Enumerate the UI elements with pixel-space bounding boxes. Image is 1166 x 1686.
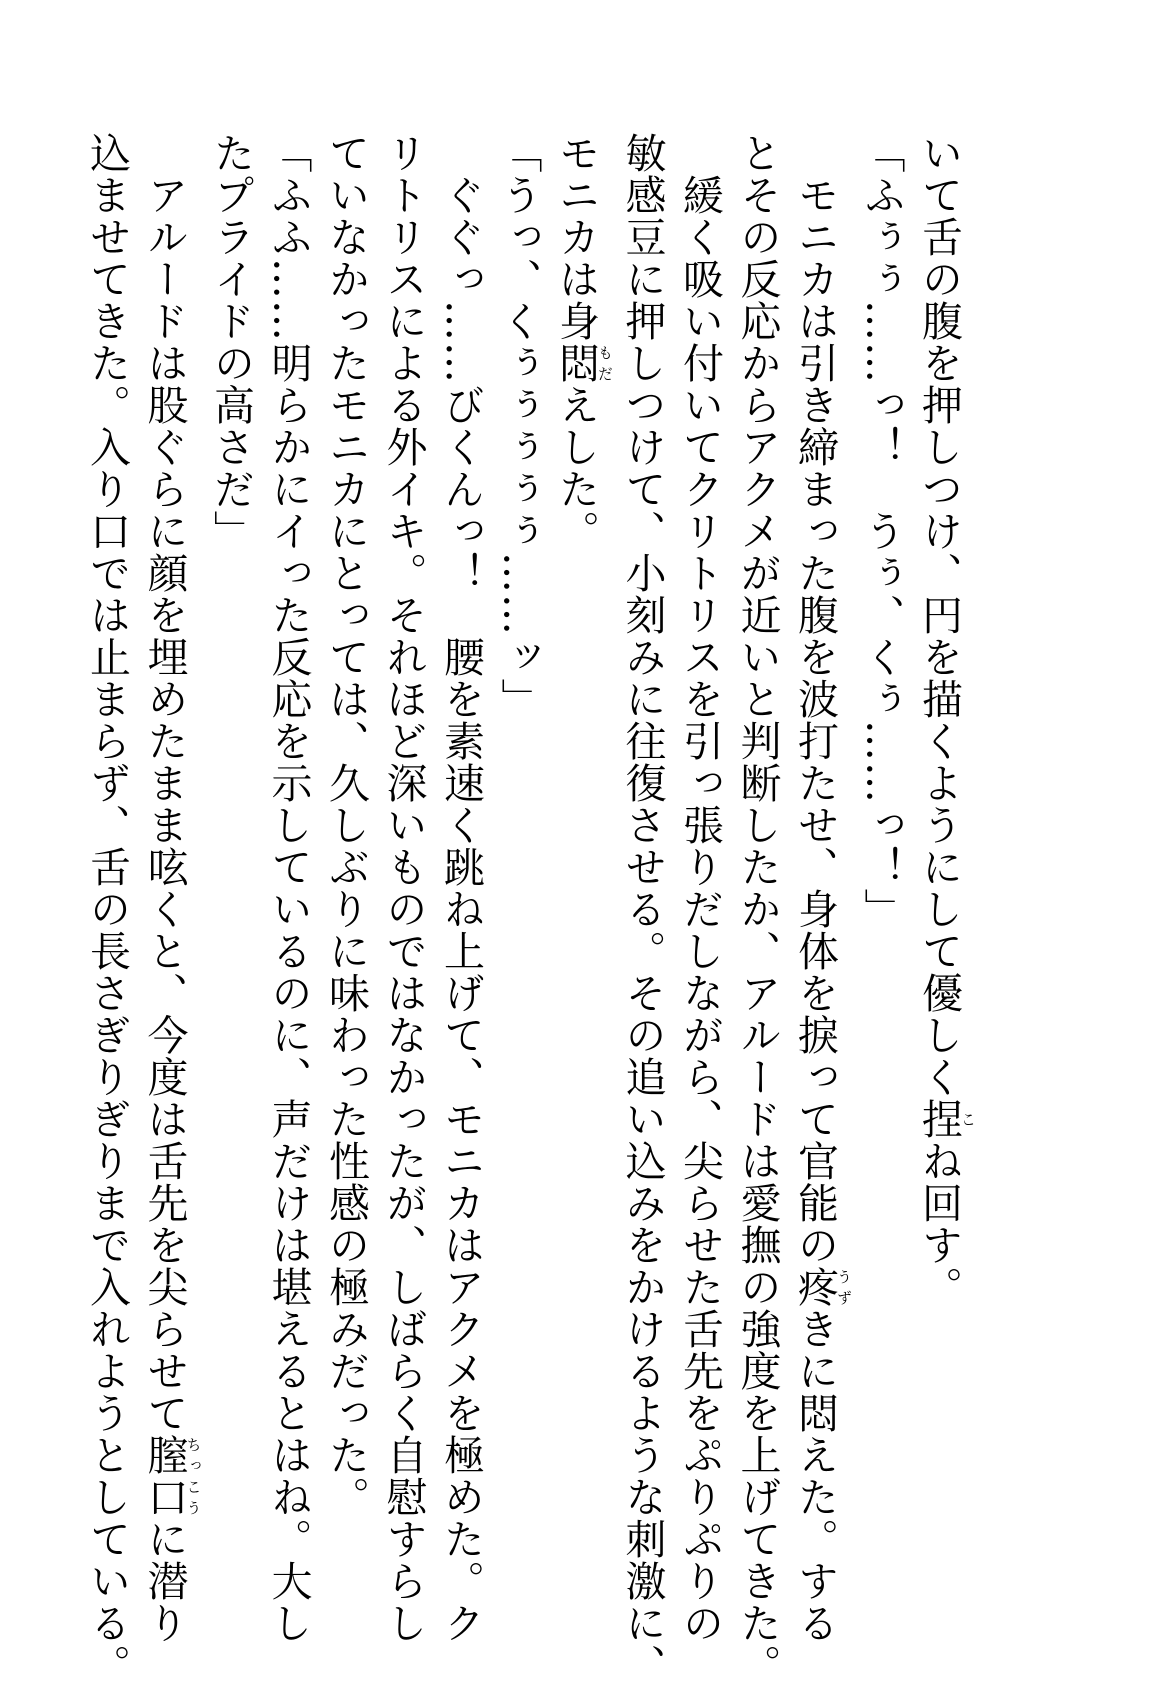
text-line-10: リトリスによる外イキ。それほど深いものではなかったが、しばらく自慰すらし [379,132,428,1644]
text-line-6: 敏感豆に押しつけて、小刻みに往復させる。その追い込みをかけるような刺激に、 [618,132,667,1686]
ruby-moda: 悶もだ [552,342,614,384]
text-line-5: 緩く吸い付いてクリトリスを引っ張りだしながら、尖らせた舌先をぷりぷりの [676,132,724,1644]
text-line-12: 「ふふ……明らかにイった反応を示しているのに、声だけは堪えるとはね。大し [264,132,313,1644]
ruby-uzu: 疼うず [791,1266,853,1308]
text-line-4: とその反応からアクメが近いと判断したか、アルードは愛撫の強度を上げてきた。 [733,132,782,1686]
vertical-text-body [83,132,977,1686]
text-line-1: いて舌の腹を押しつけ、円を描くようにして優しく捏こね回す。 [915,132,977,1308]
ruby-ko: 捏こ [915,1098,977,1140]
text-line-3: モニカは引き締まった腹を波打たせ、身体を捩って官能の疼うずきに悶えた。する [791,132,853,1644]
ruby-chikkou: 膣口ちっこう [140,1434,203,1518]
text-line-2: 「ふぅぅ……っ！ うぅ、くぅ……っ！」 [857,132,906,930]
text-line-15: 込ませてきた。入り口では止まらず、舌の長さぎりぎりまで入れようとしている。 [83,132,131,1686]
text-line-11: ていなかったモニカにとっては、久しぶりに味わった性感の極みだった。 [322,132,370,1518]
text-line-7: モニカは身悶もだえした。 [552,132,614,552]
text-line-13: たプライドの高さだ」 [207,132,255,552]
text-line-8: 「うっ、くぅぅぅぅぅ……ッ」 [494,132,543,720]
text-line-9: ぐぐっ……びくんっ！ 腰を素速く跳ね上げて、モニカはアクメを極めた。ク [437,132,485,1644]
text-line-14: アルードは股ぐらに顔を埋めたまま呟くと、今度は舌先を尖らせて膣口ちっこうに潜り [140,132,203,1644]
